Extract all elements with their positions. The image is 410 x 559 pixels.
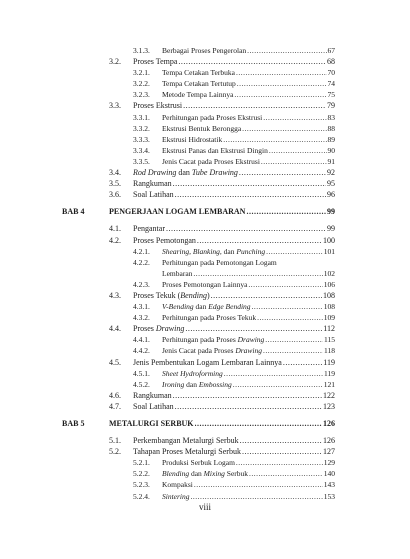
- toc-entry-title: Sintering: [162, 491, 190, 501]
- toc-page-number: 123: [323, 401, 335, 411]
- toc-page-number: 92: [327, 168, 335, 178]
- toc-entry: [162, 334, 335, 345]
- toc-row: [0, 257, 410, 268]
- toc-section-number: 4.3.2.: [133, 313, 150, 323]
- page-number: viii: [198, 502, 211, 512]
- toc-entry: [162, 246, 335, 257]
- toc-page-number: 140: [323, 469, 335, 479]
- toc-page-number: 118: [324, 346, 335, 356]
- toc-entry-title: Berbagai Proses Pengerolan: [162, 46, 247, 55]
- toc-entry: [162, 134, 335, 145]
- toc-row: [0, 246, 410, 257]
- toc-entry: [162, 89, 335, 100]
- toc-dot-leader: [175, 189, 326, 200]
- toc-section-number: 5.2.2.: [133, 469, 150, 479]
- toc-row: [0, 491, 410, 502]
- toc-entry: [133, 290, 335, 301]
- toc-chapter-row: [0, 206, 410, 217]
- toc-dot-leader: [185, 323, 322, 334]
- toc-page-number: 106: [323, 279, 335, 289]
- toc-entry-title: V-Bending dan Edge Bending: [162, 302, 251, 312]
- toc-entry-title: Lembaran: [162, 268, 193, 278]
- toc-entry-title: PENGERJAAN LOGAM LEMBARAN: [109, 207, 246, 217]
- toc-dot-leader: [234, 89, 326, 100]
- toc-row: [0, 468, 410, 479]
- toc-entry: [162, 67, 335, 78]
- toc-page-number: 99: [327, 224, 335, 234]
- toc-entry-title: Sheet Hydroforming: [162, 368, 223, 378]
- toc-dot-leader: [240, 435, 322, 446]
- toc-entry-title: Ekstrusi Bentuk Berongga: [162, 123, 242, 133]
- toc-dot-leader: [233, 379, 323, 390]
- toc-row: [0, 167, 410, 178]
- toc-entry: [133, 446, 335, 457]
- toc-entry-title: Perkembangan Metalurgi Serbuk: [133, 436, 239, 446]
- toc-row: [0, 89, 410, 100]
- toc-entry: [162, 345, 335, 356]
- toc-page-number: 115: [324, 335, 335, 345]
- toc-entry: [133, 323, 335, 334]
- toc-section-number: 3.3.5.: [133, 156, 150, 166]
- toc-entry: [133, 357, 335, 368]
- toc-section-number: 3.2.1.: [133, 68, 150, 78]
- toc-section-number: 4.4.2.: [133, 346, 150, 356]
- toc-row: [0, 67, 410, 78]
- toc-page-number: 99: [327, 207, 335, 217]
- toc-page-number: 90: [327, 145, 335, 155]
- toc-section-number: 3.3.1.: [133, 112, 150, 122]
- toc-row: [0, 368, 410, 379]
- toc-entry-title: Perhitungan pada Proses Ekstrusi: [162, 112, 263, 122]
- toc-entry-title: METALURGI SERBUK: [109, 419, 194, 428]
- toc-section-number: 5.2.4.: [133, 491, 150, 501]
- toc-row: [0, 56, 410, 67]
- toc-entry-title: Proses Pemotongan Lainnya: [162, 279, 248, 289]
- toc-entry: [133, 100, 335, 111]
- toc-entry-title: Proses Ekstrusi: [133, 101, 183, 111]
- toc-dot-leader: [183, 100, 326, 111]
- toc-section-number: 4.2.1.: [133, 246, 150, 256]
- toc-section-number: 3.5.: [109, 179, 121, 189]
- toc-entry: [162, 491, 335, 502]
- toc-dot-leader: [173, 178, 326, 189]
- toc-page-number: 119: [323, 357, 335, 367]
- toc-entry: [133, 223, 335, 234]
- toc-section-number: 5.2.1.: [133, 458, 150, 468]
- toc-page-number: 108: [323, 290, 335, 300]
- toc-section-number: 4.2.2.: [133, 257, 150, 267]
- toc-entry: [133, 189, 335, 200]
- toc-entry-title: Soal Latihan: [133, 190, 174, 200]
- toc-section-number: 3.3.4.: [133, 145, 150, 155]
- toc-entry-title: Jenis Cacat pada Proses Ekstrusi: [162, 156, 260, 166]
- toc-entry: [162, 123, 335, 134]
- toc-entry-title: Soal Latihan: [133, 401, 174, 411]
- toc-entry: [162, 112, 335, 123]
- toc-entry: [133, 401, 335, 412]
- toc-section-number: 3.4.: [109, 168, 121, 178]
- toc-section-number: 4.1.: [109, 224, 121, 234]
- toc-row: [0, 45, 410, 56]
- toc-entry: [162, 78, 335, 89]
- toc-dot-leader: [194, 479, 323, 490]
- toc-section-number: 3.6.: [109, 190, 121, 200]
- toc-entry-title: Rangkuman: [133, 390, 172, 400]
- toc-section-number: 4.5.1.: [133, 368, 150, 378]
- toc-row: [0, 279, 410, 290]
- toc-row: [0, 401, 410, 412]
- toc-section-number: 4.2.: [109, 235, 121, 245]
- toc-entry-title: Perhitungan pada Proses Drawing: [162, 335, 265, 345]
- toc-dot-leader: [261, 156, 327, 167]
- toc-entry: [133, 435, 335, 446]
- toc-entry: [162, 156, 335, 167]
- toc-entry-title: Shearing, Blanking, dan Punching: [162, 246, 266, 256]
- toc-page-number: 119: [324, 368, 335, 378]
- toc-dot-leader: [283, 357, 322, 368]
- toc-row: [0, 268, 410, 279]
- toc-dot-leader: [236, 67, 327, 78]
- toc-entry: [162, 301, 335, 312]
- toc-section-number: 4.2.3.: [133, 279, 150, 289]
- toc-dot-leader: [166, 223, 326, 234]
- toc-section-number: 4.5.: [109, 357, 121, 367]
- toc-page-number: 102: [323, 268, 335, 278]
- toc-entry: [109, 418, 335, 429]
- toc-entry: [133, 167, 335, 178]
- toc-row: [0, 223, 410, 234]
- toc-row: [0, 100, 410, 111]
- toc-page-number: 75: [327, 90, 335, 100]
- toc-entry: [133, 235, 335, 246]
- toc-entry-title: Tempa Cetakan Tertutup: [162, 79, 236, 89]
- toc-dot-leader: [195, 418, 322, 429]
- table-of-contents: [0, 45, 410, 502]
- toc-dot-leader: [246, 206, 326, 217]
- toc-row: [0, 479, 410, 490]
- toc-section-number: 3.3.2.: [133, 123, 150, 133]
- toc-dot-leader: [178, 56, 326, 67]
- toc-row: [0, 345, 410, 356]
- toc-dot-leader: [236, 457, 323, 468]
- toc-dot-leader: [197, 235, 322, 246]
- toc-entry: [162, 268, 335, 279]
- toc-section-number: 4.3.1.: [133, 302, 150, 312]
- toc-row: [0, 290, 410, 301]
- toc-section-number: 3.2.2.: [133, 79, 150, 89]
- toc-dot-leader: [224, 368, 323, 379]
- toc-entry-title: Jenis Cacat pada Proses Drawing: [162, 346, 262, 356]
- toc-dot-leader: [248, 279, 322, 290]
- toc-entry-title: Produksi Serbuk Logam: [162, 458, 235, 468]
- toc-row: [0, 112, 410, 123]
- toc-page-number: 96: [327, 190, 335, 200]
- toc-entry: [162, 379, 335, 390]
- toc-page-number: 126: [323, 419, 335, 428]
- toc-entry-title: Rod Drawing dan Tube Drawing: [133, 168, 238, 178]
- toc-entry: [162, 368, 335, 379]
- toc-section-number: 4.6.: [109, 390, 121, 400]
- toc-row: [0, 323, 410, 334]
- toc-section-number: 4.3.: [109, 290, 121, 300]
- toc-entry: [162, 279, 335, 290]
- toc-row: [0, 189, 410, 200]
- toc-row: [0, 446, 410, 457]
- toc-entry-title: Tahapan Proses Metalurgi Serbuk: [133, 447, 241, 457]
- toc-section-number: 5.2.: [109, 447, 121, 457]
- toc-page-number: 122: [323, 390, 335, 400]
- toc-page-number: 143: [323, 480, 335, 490]
- toc-section-number: 5.1.: [109, 436, 121, 446]
- toc-page-number: 153: [323, 491, 335, 501]
- toc-entry-title: Pengantar: [133, 224, 165, 234]
- toc-entry: [109, 206, 335, 217]
- toc-dot-leader: [175, 401, 322, 412]
- toc-section-number: 3.3.3.: [133, 134, 150, 144]
- toc-page-number: 121: [323, 379, 335, 389]
- toc-row: [0, 457, 410, 468]
- toc-section-number: 4.5.2.: [133, 379, 150, 389]
- toc-entry: [162, 257, 335, 268]
- toc-page-number: 70: [327, 68, 335, 78]
- toc-dot-leader: [247, 45, 326, 56]
- toc-dot-leader: [211, 290, 322, 301]
- toc-dot-leader: [249, 468, 323, 479]
- toc-page-number: 91: [327, 156, 335, 166]
- toc-row: [0, 156, 410, 167]
- toc-entry: [133, 56, 335, 67]
- toc-chapter-label: BAB 5: [62, 419, 85, 428]
- toc-entry-title: Rangkuman: [133, 179, 172, 189]
- toc-entry-title: Perhitungan pada Pemotongan Logam: [162, 257, 277, 267]
- toc-row: [0, 390, 410, 401]
- toc-row: [0, 235, 410, 246]
- toc-entry: [162, 312, 335, 323]
- toc-entry-title: Jenis Pembentukan Logam Lembaran Lainnya: [133, 357, 282, 367]
- toc-dot-leader: [191, 491, 323, 502]
- toc-section-number: 3.1.3.: [133, 46, 150, 55]
- toc-page-number: 100: [323, 235, 335, 245]
- toc-row: [0, 312, 410, 323]
- toc-page-number: 127: [323, 447, 335, 457]
- toc-entry: [162, 45, 335, 56]
- toc-page-number: 109: [323, 313, 335, 323]
- toc-dot-leader: [266, 246, 323, 257]
- toc-section-number: 4.7.: [109, 401, 121, 411]
- toc-dot-leader: [242, 446, 322, 457]
- toc-page-number: 112: [323, 324, 335, 334]
- toc-row: [0, 379, 410, 390]
- toc-section-number: 5.2.3.: [133, 480, 150, 490]
- toc-dot-leader: [263, 345, 323, 356]
- toc-entry-title: Proses Tekuk (Bending): [133, 290, 210, 300]
- toc-dot-leader: [242, 123, 326, 134]
- toc-entry-title: Ironing dan Embossing: [162, 379, 232, 389]
- toc-dot-leader: [237, 78, 327, 89]
- toc-row: [0, 78, 410, 89]
- toc-entry-title: Tempa Cetakan Terbuka: [162, 68, 235, 78]
- toc-entry-title: Ekstrusi Panas dan Ekstrusi Dingin: [162, 145, 268, 155]
- toc-page-number: 83: [327, 112, 335, 122]
- toc-page-number: 95: [327, 179, 335, 189]
- toc-entry-title: Proses Drawing: [133, 324, 185, 334]
- toc-page-number: 88: [327, 123, 335, 133]
- toc-row: [0, 435, 410, 446]
- toc-entry-title: Blending dan Mixing Serbuk: [162, 469, 249, 479]
- toc-row: [0, 123, 410, 134]
- toc-dot-leader: [269, 145, 327, 156]
- toc-chapter-label: BAB 4: [62, 207, 85, 217]
- toc-dot-leader: [252, 301, 323, 312]
- toc-row: [0, 357, 410, 368]
- toc-section-number: 3.2.: [109, 57, 121, 67]
- toc-dot-leader: [257, 312, 323, 323]
- toc-page-number: 68: [327, 57, 335, 67]
- toc-section-number: 3.2.3.: [133, 90, 150, 100]
- toc-dot-leader: [239, 167, 326, 178]
- toc-dot-leader: [223, 134, 326, 145]
- toc-row: [0, 145, 410, 156]
- toc-entry-title: Ekstrusi Hidrostatik: [162, 134, 223, 144]
- toc-row: [0, 334, 410, 345]
- toc-entry: [162, 145, 335, 156]
- toc-section-number: 4.4.1.: [133, 335, 150, 345]
- toc-page-number: 108: [323, 302, 335, 312]
- toc-entry: [133, 390, 335, 401]
- toc-entry-title: Perhitungan pada Proses Tekuk: [162, 313, 257, 323]
- toc-entry-title: Metode Tempa Lainnya: [162, 90, 234, 100]
- toc-section-number: 3.3.: [109, 101, 121, 111]
- toc-page-number: 129: [323, 458, 335, 468]
- toc-page-number: 74: [327, 79, 335, 89]
- toc-page-number: 101: [323, 246, 335, 256]
- toc-entry: [133, 178, 335, 189]
- toc-row: [0, 134, 410, 145]
- toc-section-number: 4.4.: [109, 324, 121, 334]
- toc-dot-leader: [173, 390, 322, 401]
- toc-entry: [162, 468, 335, 479]
- toc-entry-title: Proses Pemotongan: [133, 235, 196, 245]
- toc-page-number: 79: [327, 101, 335, 111]
- toc-page-number: 89: [327, 134, 335, 144]
- toc-page-number: 126: [323, 436, 335, 446]
- toc-entry-title: Kompaksi: [162, 480, 193, 490]
- toc-row: [0, 178, 410, 189]
- toc-chapter-row: [0, 418, 410, 429]
- toc-page-number: 67: [327, 46, 335, 55]
- toc-dot-leader: [193, 268, 322, 279]
- toc-dot-leader: [263, 112, 326, 123]
- toc-entry: [162, 457, 335, 468]
- toc-entry: [162, 479, 335, 490]
- toc-dot-leader: [265, 334, 323, 345]
- toc-row: [0, 301, 410, 312]
- toc-entry-title: Proses Tempa: [133, 57, 178, 67]
